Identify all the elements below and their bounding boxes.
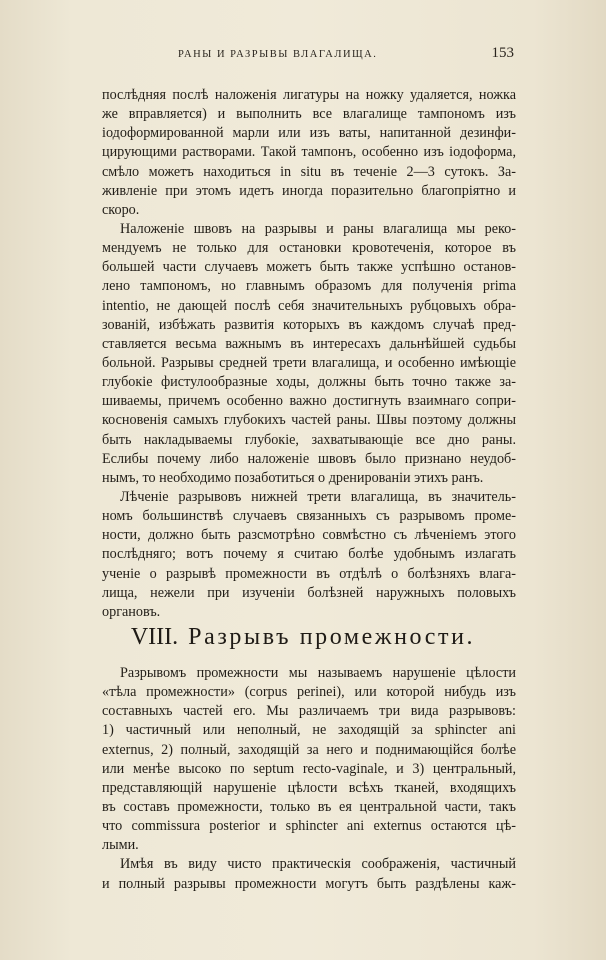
paragraph [102, 664, 516, 855]
text-line: номъ большинствѣ случаевъ связанныхъ съ разрывомъ проме- [102, 508, 516, 525]
chapter-heading [0, 624, 606, 651]
text-line: Наложеніе швовъ на разрывы и раны влагалища мы реко- [120, 220, 516, 237]
text-line: глубокіе фистулообразные ходы, должны быть точно также за- [102, 374, 516, 391]
text-line: или менѣе высоко по septum recto-vaginale, и 3) центральный, [102, 760, 516, 777]
text-line: смѣло можетъ находиться in situ въ теченіе 2—3 сутокъ. За- [102, 163, 516, 180]
text-line: составныхъ частей его. Мы различаемъ три вида разрывовъ: [102, 703, 516, 720]
text-line: лища, нежели при изученіи болѣзней наружныхъ половыхъ [102, 584, 516, 601]
text-line: intentio, не дающей послѣ себя значительныхъ рубцовыхъ обра- [102, 297, 516, 314]
text-line: Лѣченіе разрывовъ нижней трети влагалища, въ значитель- [120, 488, 516, 505]
text-line: цирующими растворами. Такой тампонъ, особенно изъ іодоформа, [102, 144, 516, 161]
text-line: Имѣя въ виду чисто практическія соображенія, частичный [120, 856, 516, 873]
body-text-top [102, 86, 516, 622]
chapter-number: VIII. [130, 624, 179, 650]
text-line: быть накладываемы глубокіе, захватывающіе все дно раны. [102, 431, 516, 448]
text-line: представляющій нарушеніе цѣлости всѣхъ тканей, входящихъ [102, 779, 516, 796]
text-line: шиваемы, причемъ особенно важно достигнуть взаимнаго сопри- [102, 393, 516, 410]
text-line: зованій, избѣжать развитія которыхъ въ каждомъ случаѣ пред- [102, 316, 516, 333]
text-line: живленіе при этомъ идетъ иногда поразительно благопріятно и [102, 182, 516, 199]
paragraph [102, 220, 516, 488]
text-line: ученіе о разрывѣ промежности въ отдѣлѣ о болѣзняхъ влага- [102, 565, 516, 582]
chapter-title: Разрывъ промежности. [188, 624, 476, 650]
text-line: externus, 2) полный, заходящій за него и поднимающійся болѣе [102, 741, 516, 758]
text-line: что commissura posterior и sphincter ani externus остаются цѣ- [102, 818, 516, 835]
text-line: послѣдняя послѣ наложенія лигатуры на ножку удаляется, ножка [102, 87, 516, 103]
text-line: большей части случаевъ можетъ быть также успѣшно останов- [102, 259, 516, 276]
running-title: РАНЫ И РАЗРЫВЫ ВЛАГАЛИЩА. [178, 49, 378, 60]
text-line: іодоформированной марли или изъ ваты, напитанной дезинфи- [102, 125, 516, 142]
text-line: мендуемъ не только для остановки кровотеченія, которое въ [102, 240, 516, 257]
text-line: лено тампономъ, но главнымъ образомъ для полученія prima [102, 278, 516, 295]
text-line: больной. Разрывы средней трети влагалища, и особенно имѣющіе [102, 354, 516, 371]
text-line: послѣдняго; вотъ почему я считаю болѣе удобнымъ излагать [102, 546, 516, 563]
text-line: и полный разрывы промежности могутъ быть раздѣлены каж- [102, 875, 516, 892]
text-line: скоро. [102, 201, 140, 218]
text-line: ности, должно быть разсмотрѣно совмѣстно съ лѣченіемъ этого [102, 527, 516, 544]
text-line: въ составъ промежности, только въ ея центральной части, такъ [102, 798, 516, 815]
paragraph [102, 488, 516, 622]
paragraph [102, 855, 516, 893]
running-head [0, 45, 606, 69]
text-line: косновенія самыхъ глубокихъ частей раны. Швы поэтому должны [102, 412, 516, 429]
text-line: же вправляется) и выполнить все влагалище тампономъ изъ [102, 106, 516, 123]
text-line: Разрывомъ промежности мы называемъ нарушеніе цѣлости [120, 665, 516, 681]
text-line: нымъ, то необходимо позаботиться о дренированіи этихъ ранъ. [102, 469, 484, 486]
text-line: органовъ. [102, 603, 161, 620]
text-line: лыми. [102, 837, 139, 854]
text-line: Еслибы почему либо наложеніе швовъ было признано неудоб- [102, 450, 516, 467]
page-number: 153 [491, 45, 514, 61]
paragraph [102, 86, 516, 220]
text-line: ставляется весьма важнымъ въ интересахъ дальнѣйшей судьбы [102, 335, 516, 352]
body-text-bottom [102, 664, 516, 894]
text-line: 1) частичный или неполный, не заходящій за sphincter ani [102, 722, 516, 739]
text-line: «тѣла промежности» (corpus perinei), или которой нибудь изъ [102, 684, 516, 701]
